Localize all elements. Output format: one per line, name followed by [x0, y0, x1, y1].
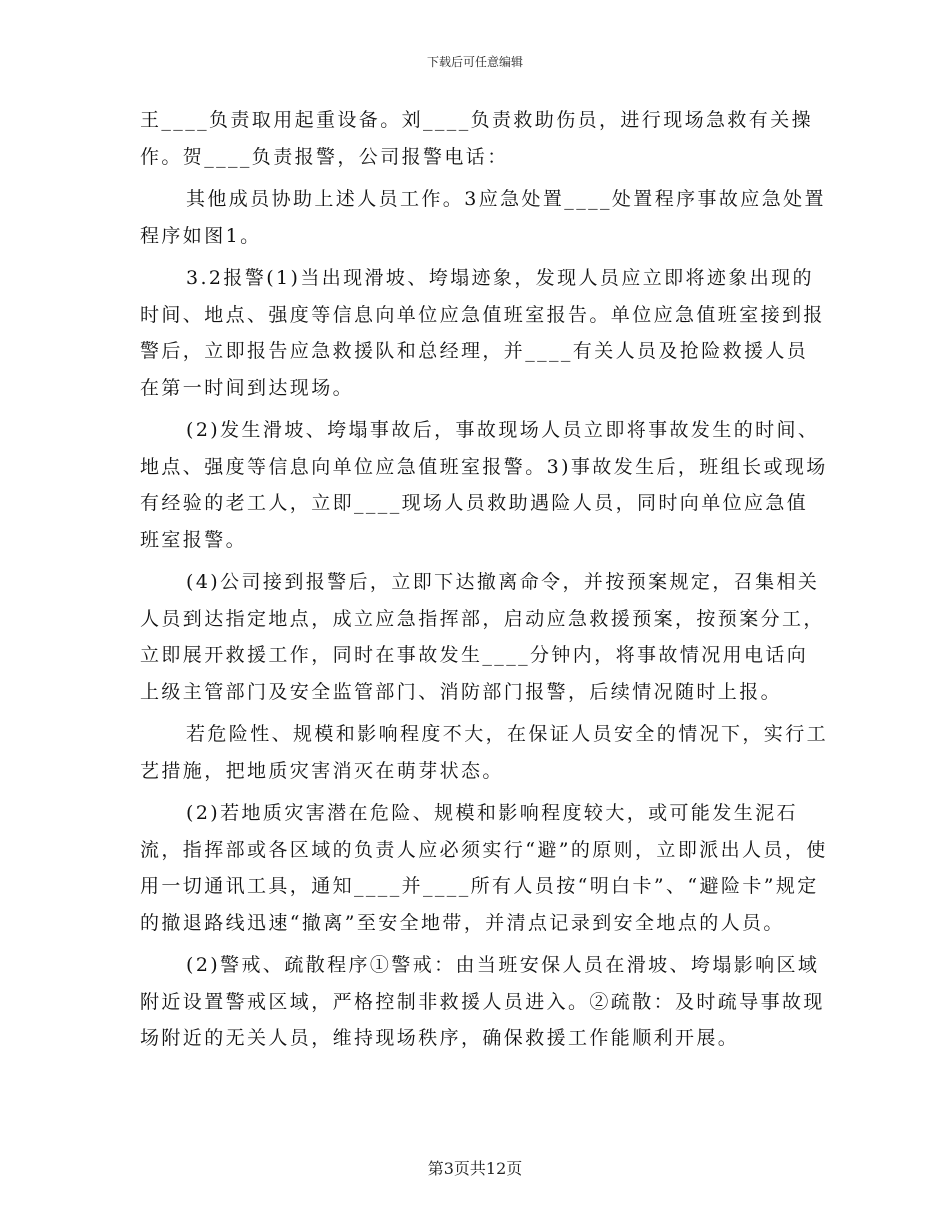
document-body [140, 102, 828, 1063]
page-header-note: 下载后可任意编辑 [426, 55, 523, 69]
paragraph-4: (2)发生滑坡、垮塌事故后，事故现场人员立即将事故发生的时间、地点、强度等信息向单位应急值班室报警。3)事故发生后，班组长或现场有经验的老工人，立即____现场人员救助遇险人员，同时向单位应急值班室报警。 [140, 419, 828, 551]
paragraph-1: 王____负责取用起重设备。刘____负责救助伤员，进行现场急救有关操作。贺____负责报警，公司报警电话： [140, 109, 814, 168]
paragraph-6: 若危险性、规模和影响程度不大，在保证人员安全的情况下，实行工艺措施，把地质灾害消灭在萌芽状态。 [140, 723, 829, 782]
paragraph-3: 3.2报警(1)当出现滑坡、垮塌迹象，发现人员应立即将迹象出现的时间、地点、强度等信息向单位应急值班室报告。单位应急值班室接到报警后，立即报告应急救援队和总经理，并____有关人员及抢险救援人员在第一时间到达现场。 [140, 267, 825, 399]
paragraph-7: (2)若地质灾害潜在危险、规模和影响程度较大，或可能发生泥石流，指挥部或各区域的负责人应必须实行“避”的原则，立即派出人员，使用一切通讯工具，通知____并____所有人员按“明白卡”、“避险卡”规定的撤退路线迅速“撤离”至安全地带，并清点记录到安全地点的人员。 [140, 802, 828, 934]
paragraph-5: (4)公司接到报警后，立即下达撤离命令，并按预案规定，召集相关人员到达指定地点，成立应急指挥部，启动应急救援预案，按预案分工，立即展开救援工作，同时在事故发生____分钟内，将事故情况用电话向上级主管部门及安全监管部门、消防部门报警，后续情况随时上报。 [140, 571, 825, 703]
paragraph-2: 其他成员协助上述人员工作。3应急处置____处置程序事故应急处置程序如图1。 [140, 188, 826, 247]
page-number: 第3页共12页 [427, 1159, 523, 1178]
paragraph-8: (2)警戒、疏散程序①警戒：由当班安保人员在滑坡、垮塌影响区域附近设置警戒区域，严格控制非救援人员进入。②疏散：及时疏导事故现场附近的无关人员，维持现场秩序，确保救援工作能顺利开展。 [140, 954, 825, 1049]
